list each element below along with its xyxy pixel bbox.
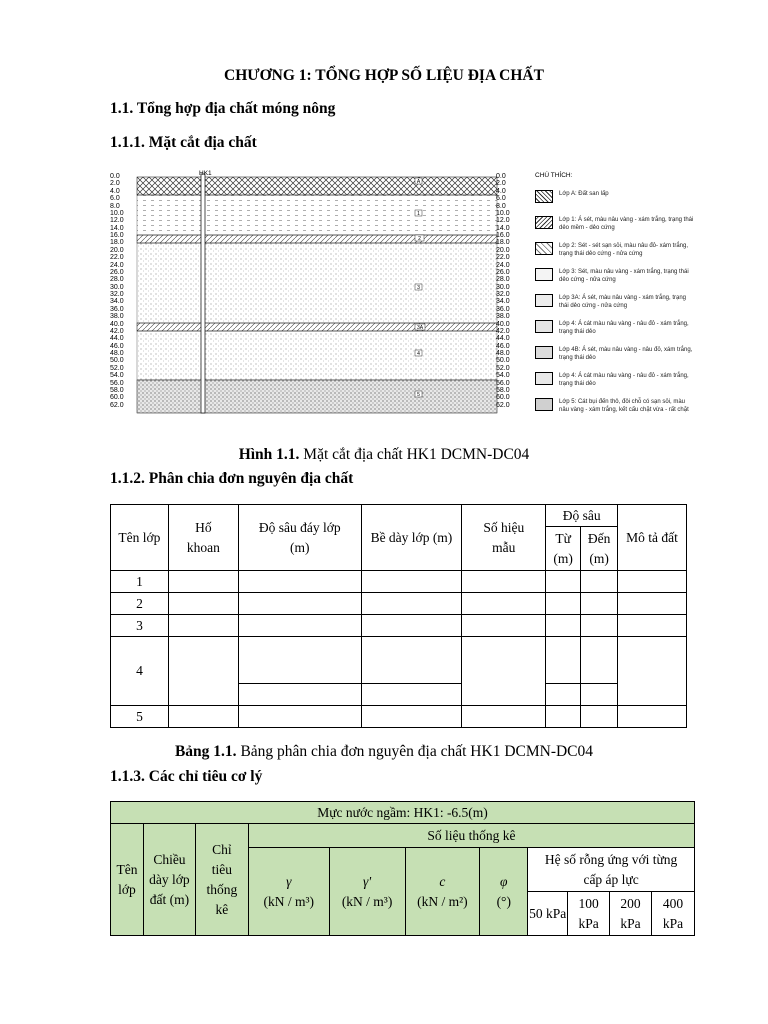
header-he-so: Hệ số rỗng ứng với từng cấp áp lực [528, 848, 695, 892]
header-ho-khoan: Hố khoan [168, 505, 238, 571]
depth-label: 12.0 [496, 217, 510, 225]
depth-label: 34.0 [496, 298, 510, 306]
legend-text: Lớp A: Đất san lấp [559, 191, 609, 197]
legend-text: Lớp 4: Á cát màu nâu vàng - nâu đỏ - xám trắng, trạng thái dẻo [559, 321, 689, 335]
legend-item [535, 320, 695, 344]
layer-tag: A [416, 179, 421, 185]
depth-label: 18.0 [496, 239, 510, 247]
table-row [111, 593, 687, 615]
row-label: 1 [111, 571, 169, 593]
depth-label: 18.0 [110, 239, 124, 247]
depth-label: 32.0 [110, 291, 124, 298]
header-so-lieu: Số liệu thống kê [248, 824, 694, 848]
legend-text: Lớp 2: Sét - sét sạn sỏi, màu nâu đỏ- xám trắng, trạng thái dẻo cứng - nửa cứng [559, 243, 688, 257]
row-label: 4 [111, 637, 169, 706]
layer-tag: 5 [417, 392, 420, 398]
header-p100: 100 kPa [568, 892, 610, 936]
header-ten-lop: Tên lớp [111, 505, 169, 571]
layer-tag: 3 [417, 285, 420, 291]
depth-label: 58.0 [496, 386, 510, 394]
depth-label: 60.0 [496, 394, 510, 402]
header-p200: 200 kPa [610, 892, 652, 936]
depth-label: 40.0 [110, 320, 124, 328]
layer-1-band [137, 195, 497, 235]
cross-section-drawing [110, 168, 530, 418]
depth-label: 42.0 [110, 327, 124, 335]
chapter-title: CHƯƠNG 1: TỔNG HỢP SỐ LIỆU ĐỊA CHẤT [224, 67, 544, 84]
header-mo-ta: Mô tả đất [618, 505, 687, 571]
depth-label: 2.0 [110, 180, 120, 188]
legend-swatch [535, 372, 553, 385]
depth-label: 4.0 [110, 187, 120, 195]
water-level: Mực nước ngầm: HK1: -6.5(m) [111, 802, 695, 824]
gamma-prime-unit: (kN / m³) [341, 893, 393, 909]
header-chieu-day: Chiều dày lớp đất (m) [143, 824, 195, 936]
legend-swatch [535, 320, 553, 333]
depth-label: 4.0 [496, 187, 506, 195]
depth-label: 46.0 [110, 342, 124, 350]
physical-mechanical-table [110, 801, 695, 936]
legend-swatch [535, 242, 553, 255]
legend-item [535, 372, 695, 396]
depth-label: 36.0 [110, 305, 124, 313]
legend-swatch [535, 398, 553, 411]
legend-swatch [535, 216, 553, 229]
table-row [111, 571, 687, 593]
table-caption-text: Bảng phân chia đơn nguyên địa chất HK1 DCMN-DC04 [236, 743, 594, 760]
legend-swatch [535, 294, 553, 307]
layer-3-band [137, 243, 497, 323]
figure-caption-label: Hình 1.1. [238, 446, 300, 463]
layer-2-band [137, 235, 497, 243]
depth-label: 2.0 [496, 180, 506, 188]
layer-4b-band [137, 323, 497, 331]
depth-label: 62.0 [110, 401, 124, 409]
depth-label: 6.0 [496, 195, 506, 203]
legend-text: Lớp 3A: Á sét, màu nâu vàng - xám trắng, trạng thái dẻo cứng - nửa cứng [559, 295, 687, 309]
depth-label: 12.0 [110, 217, 124, 225]
gamma-symbol: γ [286, 873, 292, 889]
header-gamma-prime [329, 848, 405, 936]
depth-label: 26.0 [496, 268, 510, 276]
depth-label: 14.0 [496, 224, 510, 232]
geology-division-table [110, 504, 687, 728]
depth-label: 62.0 [496, 401, 510, 409]
depth-label: 52.0 [110, 364, 124, 372]
depth-label: 20.0 [110, 246, 124, 254]
borehole-label: HK1 [199, 170, 212, 177]
section-heading-1-1-1: 1.1.1. Mặt cắt địa chất [110, 134, 257, 151]
figure-caption [0, 446, 768, 464]
depth-label: 16.0 [496, 232, 510, 239]
depth-label: 6.0 [110, 195, 120, 203]
c-unit: (kN / m²) [417, 893, 468, 909]
layer-tag: 1 [417, 211, 420, 217]
depth-label: 52.0 [496, 364, 510, 372]
legend-item [535, 190, 695, 214]
depth-scale-right [496, 173, 510, 409]
header-p400: 400 kPa [651, 892, 694, 936]
depth-label: 54.0 [110, 372, 124, 380]
depth-label: 20.0 [496, 246, 510, 254]
depth-label: 16.0 [110, 232, 124, 239]
layer-5-band [137, 380, 497, 413]
depth-label: 24.0 [496, 261, 510, 269]
borehole-column [201, 174, 205, 413]
depth-label: 38.0 [496, 313, 510, 321]
header-phi [480, 848, 528, 936]
depth-label: 58.0 [110, 386, 124, 394]
depth-label: 60.0 [110, 394, 124, 402]
header-tu: Từ (m) [546, 527, 581, 571]
header-p50: 50 kPa [528, 892, 568, 936]
section-heading-1-1-3: 1.1.3. Các chỉ tiêu cơ lý [110, 768, 263, 785]
depth-label: 30.0 [110, 283, 124, 291]
depth-label: 40.0 [496, 320, 510, 328]
header-c [405, 848, 480, 936]
depth-label: 22.0 [110, 254, 124, 262]
row-label: 2 [111, 593, 169, 615]
depth-label: 50.0 [496, 357, 510, 365]
depth-label: 38.0 [110, 313, 124, 321]
header-chi-tieu: Chỉ tiêu thống kê [195, 824, 248, 936]
header-ten-lop: Tên lớp [111, 824, 144, 936]
depth-label: 44.0 [110, 335, 124, 343]
depth-label: 14.0 [110, 224, 124, 232]
legend-title: CHÚ THÍCH: [535, 172, 573, 179]
depth-label: 48.0 [496, 350, 510, 357]
legend-item [535, 268, 695, 292]
legend-item [535, 398, 695, 422]
figure-caption-text: Mặt cắt địa chất HK1 DCMN-DC04 [299, 446, 530, 463]
depth-label: 56.0 [110, 379, 124, 387]
depth-label: 28.0 [110, 276, 124, 284]
depth-label: 30.0 [496, 283, 510, 291]
depth-label: 50.0 [110, 357, 124, 365]
table-caption-label: Bảng 1.1. [174, 743, 237, 760]
legend-text: Lớp 3: Sét, màu nâu vàng - xám trắng, trạng thái dẻo cứng - nửa cứng [559, 269, 689, 283]
section-heading-1-1-2: 1.1.2. Phân chia đơn nguyên địa chất [110, 470, 354, 487]
depth-label: 32.0 [496, 291, 510, 298]
row-label: 5 [111, 706, 169, 728]
depth-label: 46.0 [496, 342, 510, 350]
layer-4-band [137, 331, 497, 380]
gamma-unit: (kN / m³) [263, 893, 315, 909]
depth-label: 24.0 [110, 261, 124, 269]
c-symbol: c [439, 873, 446, 889]
header-do-sau-day: Độ sâu đáy lớp (m) [238, 505, 361, 571]
phi-unit: (°) [496, 893, 511, 909]
legend-swatch [535, 346, 553, 359]
depth-label: 8.0 [110, 202, 120, 210]
depth-label: 36.0 [496, 305, 510, 313]
layer-tag: 3A [416, 325, 424, 331]
legend-swatch [535, 190, 553, 203]
depth-label: 8.0 [496, 202, 506, 210]
layer-tag: 4 [417, 351, 420, 357]
depth-label: 0.0 [110, 173, 120, 180]
gamma-prime-symbol: γ' [362, 873, 372, 889]
depth-label: 28.0 [496, 276, 510, 284]
layer-a-band [137, 177, 497, 195]
table-row [111, 615, 687, 637]
legend-item [535, 294, 695, 318]
header-so-hieu: Số hiệu mẫu [462, 505, 546, 571]
depth-label: 56.0 [496, 379, 510, 387]
depth-label: 0.0 [496, 173, 506, 180]
depth-label: 22.0 [496, 254, 510, 262]
legend-text: Lớp 4: Á cát màu nâu vàng - nâu đỏ - xám trắng, trạng thái dẻo [559, 373, 689, 387]
row-label: 3 [111, 615, 169, 637]
legend-item [535, 242, 695, 266]
section-heading-1-1: 1.1. Tổng hợp địa chất móng nông [110, 100, 336, 117]
depth-label: 34.0 [110, 298, 124, 306]
table-row [111, 706, 687, 728]
layer-tag: 2 [418, 236, 421, 242]
legend-swatch [535, 268, 553, 281]
depth-label: 10.0 [110, 209, 124, 217]
depth-scale-left [110, 173, 124, 409]
depth-label: 26.0 [110, 268, 124, 276]
depth-label: 42.0 [496, 327, 510, 335]
legend-text: Lớp 4B: Á sét, màu nâu vàng - nâu đỏ, xám trắng, trạng thái dẻo [559, 347, 693, 361]
depth-label: 54.0 [496, 372, 510, 380]
table-row [111, 637, 687, 684]
header-be-day: Bề dày lớp (m) [361, 505, 462, 571]
geological-cross-section-figure [110, 168, 694, 428]
depth-label: 48.0 [110, 350, 124, 357]
header-do-sau: Độ sâu [546, 505, 618, 527]
depth-label: 10.0 [496, 209, 510, 217]
header-gamma [248, 848, 329, 936]
depth-label: 44.0 [496, 335, 510, 343]
table-caption [0, 743, 768, 761]
legend-text: Lớp 1: Á sét, màu nâu vàng - xám trắng, trạng thái dẻo mềm - dẻo cứng [559, 217, 694, 231]
phi-symbol: φ [500, 873, 508, 889]
header-den: Đến (m) [581, 527, 618, 571]
legend-item [535, 216, 695, 240]
legend-item [535, 346, 695, 370]
legend-text: Lớp 5: Cát bụi đến thô, đôi chỗ có sạn sỏi, màu nâu vàng - xám trắng, kết cấu chặt vừa - rất chặt [559, 399, 689, 413]
